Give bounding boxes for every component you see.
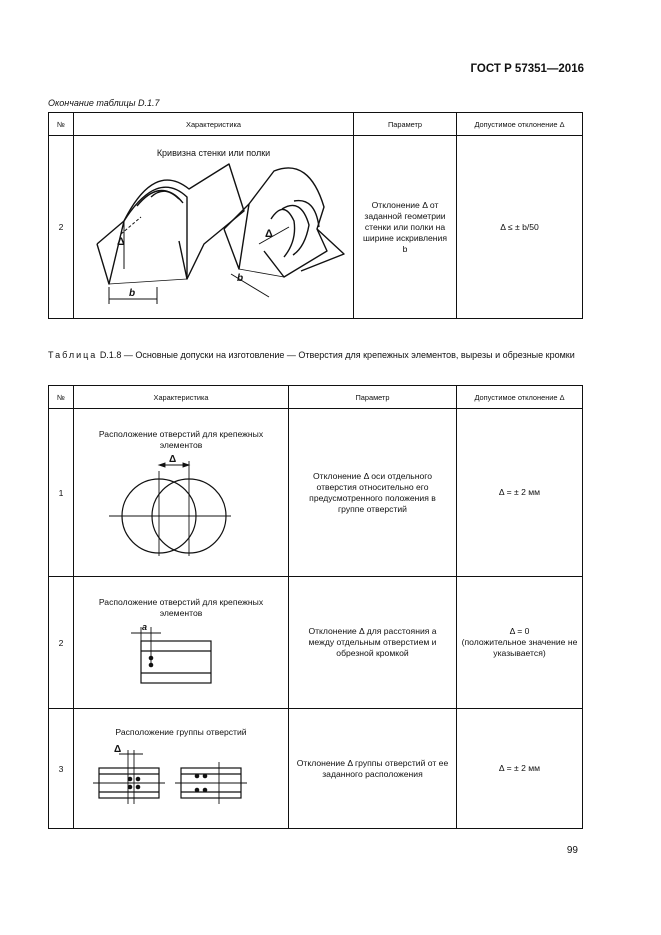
row-number: 2	[49, 577, 74, 709]
characteristic-cell	[74, 409, 289, 577]
b-label-right: b	[236, 272, 243, 284]
deviation-cell	[457, 577, 583, 709]
parameter-cell: Отклонение Δ для расстояния a между отдельным отверстием и обрезной кромкой	[289, 577, 457, 709]
table-header-row	[49, 386, 583, 409]
characteristic-title: Расположение отверстий для крепежных элементов	[98, 596, 264, 618]
column-header-parameter: Параметр	[354, 113, 457, 136]
column-header-deviation: Допустимое отклонение Δ	[457, 113, 583, 136]
hole-group-drawing	[79, 738, 284, 810]
deviation-cell: Δ ≤ ± b/50	[457, 136, 583, 319]
wall-curvature-drawing	[79, 159, 349, 309]
characteristic-title: Расположение группы отверстий	[115, 727, 247, 737]
characteristic-cell	[74, 577, 289, 709]
deviation-value: Δ = 0	[509, 626, 530, 636]
characteristic-cell	[74, 709, 289, 829]
caption-prefix: Таблица	[48, 350, 98, 360]
row-number: 2	[49, 136, 74, 319]
edge-distance-drawing	[81, 619, 281, 689]
delta-label: Δ	[169, 454, 177, 465]
document-code: ГОСТ Р 57351—2016	[470, 63, 584, 75]
table-header-row	[49, 113, 583, 136]
characteristic-title: Расположение отверстий для крепежных элементов	[98, 429, 264, 450]
column-header-number: №	[49, 386, 74, 409]
parameter-cell: Отклонение Δ группы отверстий от ее заданного расположения	[289, 709, 457, 829]
row-number: 3	[49, 709, 74, 829]
table-continuation-label: Окончание таблицы D.1.7	[48, 98, 160, 108]
column-header-parameter: Параметр	[289, 386, 457, 409]
deviation-cell: Δ = ± 2 мм	[457, 409, 583, 577]
deviation-cell: Δ = ± 2 мм	[457, 709, 583, 829]
page-number: 99	[566, 845, 578, 856]
parameter-cell: Отклонение Δ оси отдельного отверстия относительно его предусмотренного положения в группе отверстий	[289, 409, 457, 577]
characteristic-title: Кривизна стенки или полки	[156, 147, 271, 158]
delta-label-left: Δ	[116, 235, 125, 248]
delta-label: Δ	[113, 744, 121, 755]
deviation-note: (положительное значение не указывается)	[461, 637, 578, 658]
row-number: 1	[49, 409, 74, 577]
column-header-characteristic: Характеристика	[74, 386, 289, 409]
delta-label-right: Δ	[264, 227, 273, 240]
b-label-left: b	[128, 287, 135, 299]
table-row	[49, 136, 583, 319]
a-label: a	[142, 621, 148, 632]
hole-position-drawing	[81, 451, 281, 556]
table-row	[49, 577, 583, 709]
column-header-number: №	[49, 113, 74, 136]
parameter-cell: Отклонение Δ от заданной геометрии стенки или полки на ширине искривления b	[354, 136, 457, 319]
table-d17	[48, 112, 583, 319]
caption-text: D.1.8 — Основные допуски на изготовление — Отверстия для крепежных элементов, вырезы и обрезные кромки	[99, 350, 575, 360]
table-caption	[48, 349, 588, 362]
table-row	[49, 709, 583, 829]
column-header-characteristic: Характеристика	[74, 113, 354, 136]
table-row	[49, 409, 583, 577]
column-header-deviation: Допустимое отклонение Δ	[457, 386, 583, 409]
table-d18	[48, 385, 583, 829]
characteristic-cell	[74, 136, 354, 319]
